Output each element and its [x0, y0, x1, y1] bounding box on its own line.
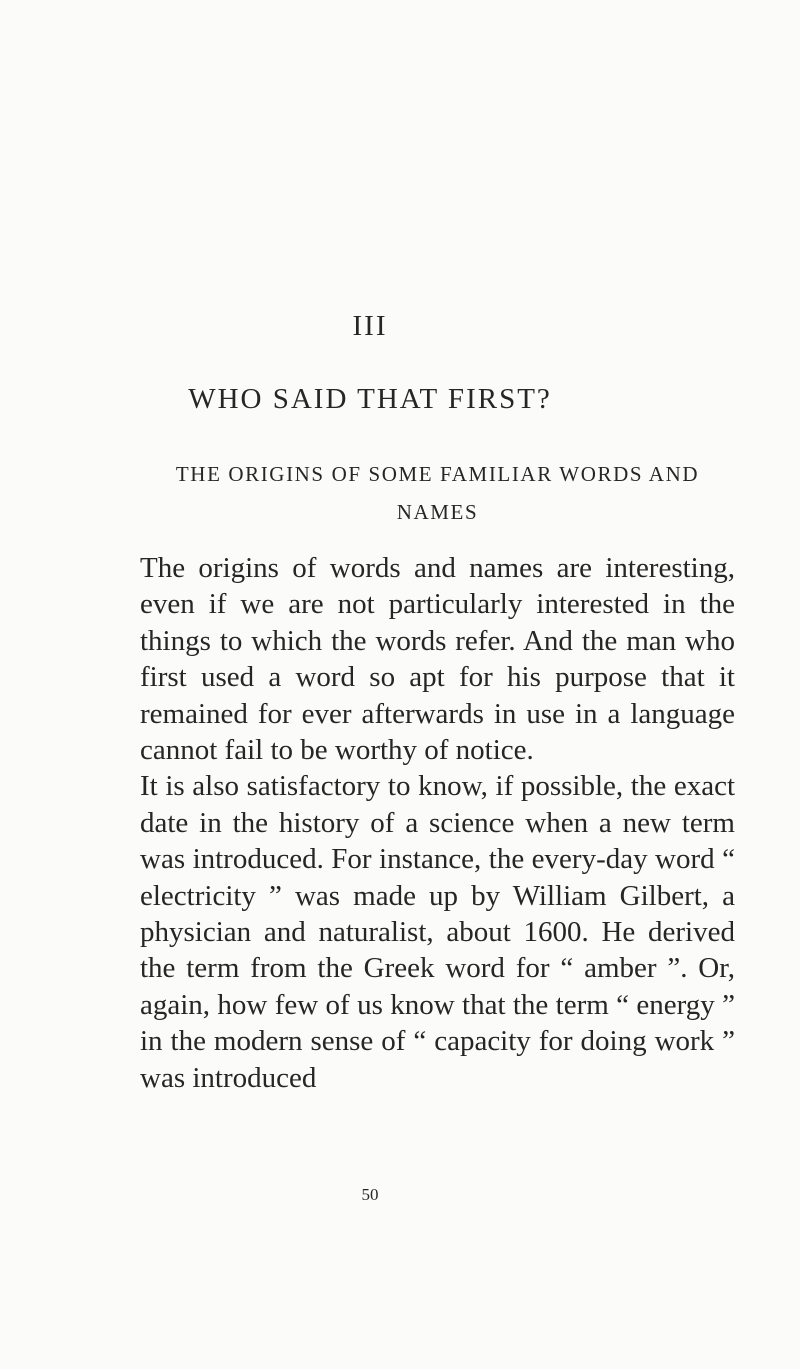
paragraph: It is also satisfactory to know, if possible, the exact date in the history of a science when a new term was introduced. For instance, the every-day word “ electricity ” was made up by William Gilbert, a physician and naturalist, about 1600. He derived the term from the Greek word for “ amber ”. Or, again, how few of us know that the term “ energy ” in the modern sense of “ capacity for doing work ” was introduced: [140, 770, 735, 1094]
body-text: [140, 550, 735, 1096]
chapter-subtitle: THE ORIGINS OF SOME FAMILIAR WORDS AND NAMES: [175, 462, 700, 524]
page-number: 50: [361, 1185, 379, 1204]
chapter-title: WHO SAID THAT FIRST?: [188, 383, 552, 415]
chapter-number: III: [352, 310, 388, 342]
paragraph: The origins of words and names are interesting, even if we are not particularly interested in the things to which the words refer. And the man who first used a word so apt for his purpose that it remained for ever afterwards in use in a language cannot fail to be worthy of notice.: [140, 552, 735, 767]
